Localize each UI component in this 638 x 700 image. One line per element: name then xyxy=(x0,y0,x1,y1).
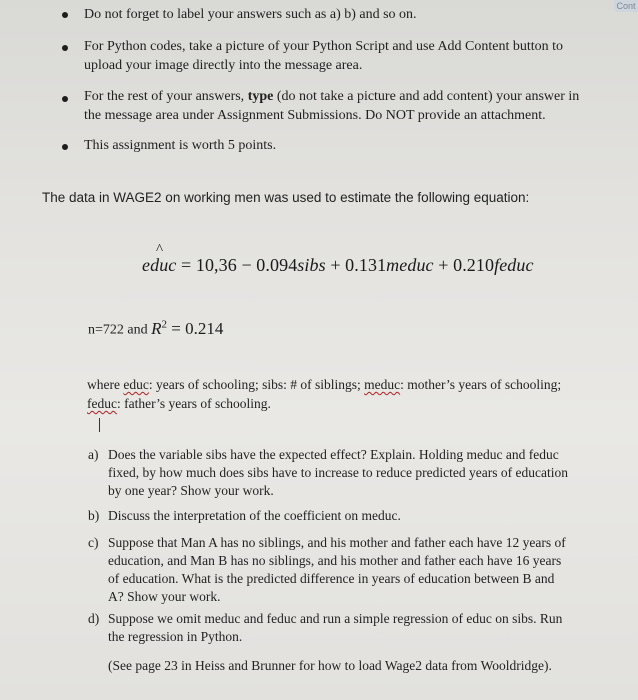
corner-tab[interactable]: Cont xyxy=(614,0,638,12)
regression-equation xyxy=(142,242,534,276)
equation-intercept: = 10,36 − 0.094 xyxy=(176,255,298,275)
intro-text: The data in WAGE2 on working men was used to estimate the following equation: xyxy=(42,190,530,205)
question-d-letter: d) xyxy=(88,611,100,626)
def-feduc-text: : father’s years of schooling. xyxy=(116,396,271,411)
equation-term3: + 0.210 xyxy=(433,255,495,275)
question-b-letter: b) xyxy=(88,508,100,523)
r2-sup: 2 xyxy=(161,318,167,330)
question-a-text: Does the variable sibs have the expected effect? Explain. Holding meduc and feduc fixed, by how much does sibs have to increase to reduce predicted years of education by one year? Show your work. xyxy=(108,447,568,498)
def-feduc: feduc xyxy=(87,396,117,411)
text-cursor xyxy=(99,418,100,432)
question-c-text: Suppose that Man A has no siblings, and his mother and father each have 12 years of education, and Man B has no siblings, and his mother and father each have 16 years of education. What is the predicted difference in years of education between B and A? Show your work. xyxy=(108,535,566,604)
bullet-dot xyxy=(62,45,68,51)
question-c-letter: c) xyxy=(88,535,99,550)
def-educ-text: : years of schooling; sibs: # of siblings; xyxy=(148,377,365,392)
bullet-1-text: Do not forget to label your answers such as a) b) and so on. xyxy=(84,7,417,22)
bullet-dot xyxy=(62,96,68,102)
question-b-text: Discuss the interpretation of the coefficient on meduc. xyxy=(108,508,401,523)
bullet-3-text xyxy=(84,87,594,125)
bullet-3-post: (do not take a picture and add content) your answer in the message area under Assignment Submissions. Do NOT provide an attachment. xyxy=(84,89,580,123)
equation-sibs: sibs xyxy=(297,255,326,275)
def-educ: educ xyxy=(123,377,149,392)
bullet-4-text: This assignment is worth 5 points. xyxy=(84,138,277,153)
r2-value: = 0.214 xyxy=(167,318,224,338)
reference-note: (See page 23 in Heiss and Brunner for how to load Wage2 data from Wooldridge). xyxy=(108,658,552,673)
sample-stats xyxy=(88,318,223,339)
question-d-text: Suppose we omit meduc and feduc and run a simple regression of educ on sibs. Run the regression in Python. xyxy=(108,611,563,644)
equation-term2: + 0.131 xyxy=(325,255,387,275)
question-a-letter: a) xyxy=(88,447,99,462)
r2-label: R xyxy=(151,318,162,338)
variable-definitions xyxy=(87,375,577,413)
bullet-2-text: For Python codes, take a picture of your Python Script and use Add Content button to upload your image directly into the message area. xyxy=(84,39,564,73)
n-text: n=722 and xyxy=(88,322,152,338)
hat-symbol: ^ xyxy=(156,242,164,258)
equation-meduc: meduc xyxy=(386,255,434,275)
equation-feduc: feduc xyxy=(494,255,534,275)
equation-lhs: educ xyxy=(142,255,177,275)
where-word: where xyxy=(87,377,124,392)
def-meduc: meduc xyxy=(364,377,401,392)
bullet-dot xyxy=(62,12,68,18)
bullet-3-pre: For the rest of your answers, xyxy=(84,89,248,104)
bullet-3-bold: type xyxy=(247,89,274,104)
bullet-dot xyxy=(62,144,68,150)
def-meduc-text: : mother’s years of schooling; xyxy=(400,377,562,392)
